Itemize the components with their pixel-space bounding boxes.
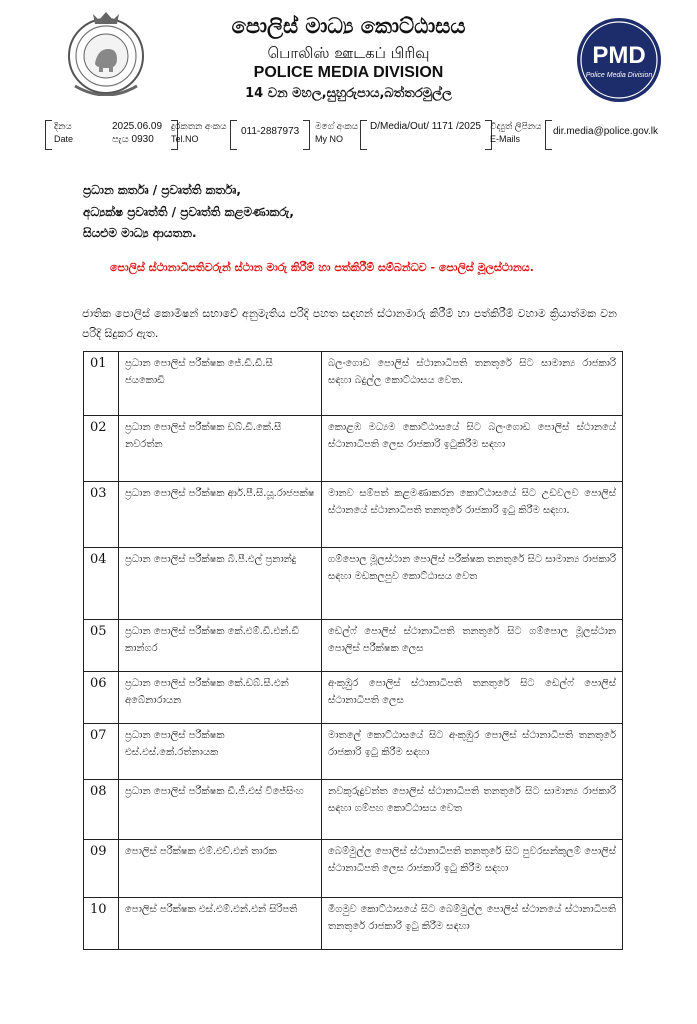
title-english: POLICE MEDIA DIVISION — [253, 64, 444, 81]
bracket — [360, 120, 367, 150]
addressee-line-3: සියළුම මාධ්‍ය ආයතන. — [83, 226, 197, 240]
pmd-logo — [575, 16, 663, 104]
table-row — [84, 840, 623, 898]
email-value: dir.media@police.gov.lk — [553, 126, 659, 137]
table-row — [84, 416, 623, 482]
row-number: 04 — [84, 548, 119, 620]
officer-name: ප්‍රධාන පොලිස් පරීක්ෂක ඩී.ජී.එස් විජේසිංහ — [119, 780, 322, 840]
intro-paragraph: ජාතික පොලිස් කොමිෂන් සභාවේ අනුමැතිය පරිදි පහත සඳහන් ස්ථානමාරු කිරීම් හා පත්කිරීම් වහාම ක්‍රියාත්මක වන පරිදි සිදුකර ඇත. — [82, 307, 617, 340]
row-number: 01 — [84, 352, 119, 416]
table-row — [84, 898, 623, 950]
row-number: 05 — [84, 620, 119, 672]
officer-name: ප්‍රධාන පොලිස් පරීක්ෂක ඩබ්.ඩී.කේ.සී නවරත්න — [119, 416, 322, 482]
officer-name: ප්‍රධාන පොලිස් පරීක්ෂක ජේ.ඩී.ඩී.සී ජයකොඩි — [119, 352, 322, 416]
row-number: 02 — [84, 416, 119, 482]
subject-heading: පොලිස් ස්ථානාධිපතිවරුන් ස්ථාන මාරු කිරීම් හා පත්කිරීම් සම්බන්ධව - පොලිස් මූලස්ථානය. — [110, 261, 534, 274]
bracket — [45, 120, 52, 150]
row-number: 09 — [84, 840, 119, 898]
bracket — [545, 120, 552, 150]
transfer-details: ඩෙල්ෆ් පොලිස් ස්ථානාධිපති තනතුරේ සිට ගම්පොල මූලස්ථාන පොලිස් පරීක්ෂක ලෙස — [322, 620, 623, 672]
tel-label: දුරකතන අංකය Tel.NO — [171, 121, 227, 144]
pmd-logo-subtext: Police Media Division — [585, 72, 653, 79]
transfer-details: අංකුඹුර පොලිස් ස්ථානාධිපති තනතුරේ සිට ඩෙල්ෆ් පොලිස් ස්ථානාධිපති ලෙස — [322, 672, 623, 724]
email-label: විද්‍යුත් ලිපිනය E-Mails — [490, 121, 542, 144]
officer-name: ප්‍රධාන පොලිස් පරීක්ෂක කේ.එම්.ඩී.එන්.ඩී කාන්ගර — [119, 620, 322, 672]
transfer-table — [83, 351, 623, 950]
row-number: 03 — [84, 482, 119, 548]
time-value: 0930 — [131, 134, 154, 145]
table-row — [84, 672, 623, 724]
transfer-details: මානව සම්පත් කළමණාකරන කොට්ඨාසයේ සිට උඩවලව පොලිස් ස්ථානයේ ස්ථානාධිපති තනතුරේ රාජකාරි ඉටු කිරීම සඳහා. — [322, 482, 623, 548]
table-row — [84, 620, 623, 672]
bracket — [303, 120, 310, 150]
time-label: පැය — [112, 134, 129, 145]
date-value: 2025.06.09 පැය 0930 — [112, 121, 163, 145]
transfer-details: නවකුරුදුවත්ත පොලිස් ස්ථානාධිපති තනතුරේ සිට සාමාන්‍ය රාජකාරි සඳහා ගම්පහ කොට්ඨාසය වෙත — [322, 780, 623, 840]
addressee-line-1: ප්‍රධාන කර්තෘ / ප්‍රවෘත්ති කර්තෘ, — [83, 183, 241, 197]
row-number: 10 — [84, 898, 119, 950]
bracket — [230, 120, 237, 150]
addressee-line-2: අධ්‍යක්ෂ ප්‍රවෘත්ති / ප්‍රවෘත්ති කළමණාකරු, — [83, 205, 294, 219]
row-number: 07 — [84, 724, 119, 780]
table-row — [84, 548, 623, 620]
row-number: 06 — [84, 672, 119, 724]
transfer-details: මාතලේ කොට්ඨාසයේ සිට අංකුඹුර පොලිස් ස්ථානාධිපති තනතුරේ රාජකාරි ඉටු කිරීම සඳහා — [322, 724, 623, 780]
transfer-details: මීගමුව කොට්ඨාසයේ සිට බෙම්මුල්ල පොලිස් ස්ථානයේ ස්ථානාධිපති තනතුරේ රාජකාරි ඉටු කිරීම සඳහා — [322, 898, 623, 950]
officer-name: ප්‍රධාන පොලිස් පරීක්ෂක එස්.එස්.කේ.රත්නායක — [119, 724, 322, 780]
reference-info-row — [45, 120, 659, 150]
row-number: 08 — [84, 780, 119, 840]
my-no-label: මගේ අංකය My NO — [315, 121, 359, 144]
table-row — [84, 482, 623, 548]
table-row — [84, 724, 623, 780]
transfer-details: ගම්පොල මූලස්ථාන පොලිස් පරීක්ෂක තනතුරේ සිට සාමාන්‍ය රාජකාරි සඳහා මඩකලපුව කොට්ඨාසය වෙත — [322, 548, 623, 620]
table-row — [84, 352, 623, 416]
officer-name: ප්‍රධාන පොලිස් පරීක්ෂක කේ.ඩබ්.සී.එන් අබේනාරායන — [119, 672, 322, 724]
date-label: දිනය Date — [54, 121, 74, 144]
office-address: 14 වන මහල,සුහුරුපාය,බත්තරමුල්ල — [245, 86, 452, 101]
title-sinhala: පොලිස් මාධ්‍ය කොට්ඨාසය — [231, 14, 466, 38]
my-no-value: D/Media/Out/ 1171 /2025 — [370, 121, 481, 132]
title-tamil: பொலிஸ் ஊடகப் பிரிவு — [267, 44, 430, 62]
transfer-details: කොළඹ මධ්‍යම කොට්ඨාසයේ සිට බලංගොඩ පොලිස් ස්ථානයේ ස්ථානාධිපති ලෙස රාජකාරි ඉටුකිරීම සඳහා — [322, 416, 623, 482]
tel-value: 011-2887973 — [241, 126, 300, 137]
officer-name: පොලිස් පරීක්ෂක එම්.එච්.එන් තාරක — [119, 840, 322, 898]
transfer-details: බෙම්මුල්ල පොලිස් ස්ථානාධිපති තනතුරේ සිට පුවරසන්කුලම් පොලිස් ස්ථානාධිපති ලෙස රාජකාරි ඉටු කිරීම සඳහා — [322, 840, 623, 898]
officer-name: ප්‍රධාන පොලිස් පරීක්ෂක ආර්.පී.සී.යූ.රාජපක්ෂ — [119, 482, 322, 548]
officer-name: ප්‍රධාන පොලිස් පරීක්ෂක බී.පී.එල් ප්‍රනාන්දු — [119, 548, 322, 620]
table-row — [84, 780, 623, 840]
officer-name: පොලිස් පරීක්ෂක එස්.එම්.එන්.එන් සිරිපති — [119, 898, 322, 950]
transfer-details: බලංගොඩ පොලිස් ස්ථානාධිපති තනතුරේ සිට සාමාන්‍ය රාජකාරි සඳහා බදුල්ල කොට්ඨාසය වෙත. — [322, 352, 623, 416]
pmd-logo-text: PMD — [592, 42, 646, 69]
